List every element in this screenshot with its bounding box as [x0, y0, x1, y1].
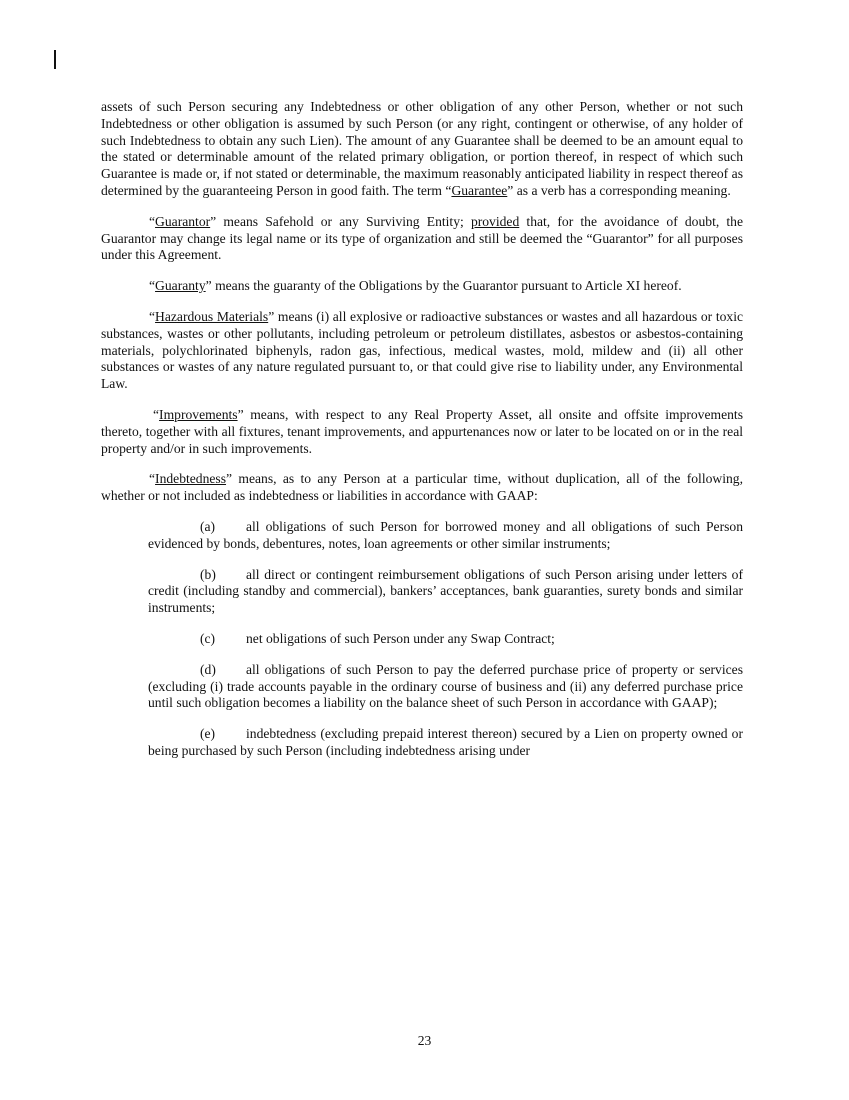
clause-text: all direct or contingent reimbursement obligations of such Person arising under letters of credit (including standby and commercial), bankers’ acceptances, bank guaranties, surety bonds and similar instruments; [148, 566, 743, 616]
clause-a [148, 519, 743, 553]
clause-c [148, 631, 743, 648]
clause-text: indebtedness (excluding prepaid interest thereon) secured by a Lien on property owned or being purchased by such Person (including indebtedness arising under [148, 726, 743, 758]
defined-term: Hazardous Materials [155, 308, 269, 324]
emphasis-provided: provided [470, 213, 520, 229]
clause-label: (e) [200, 726, 216, 742]
clause-text: all obligations of such Person to pay the deferred purchase price of property or services (excluding (i) trade accounts payable in the ordinary course of business and (ii) any deferred purchase price until such obligation becomes a liability on the balance sheet of such Person in accordance with GAAP); [148, 661, 743, 711]
defined-term: Guaranty [155, 278, 206, 294]
paragraph-indebtedness-definition: “Indebtedness” means, as to any Person at a particular time, without duplication, all of the following, whether or not included as indebtedness or liabilities in accordance with GAAP: [101, 471, 743, 504]
paragraph-guarantee-continued: assets of such Person securing any Indebtedness or other obligation of any other Person, whether or not such Indebtedness or other obligation is assumed by such Person (or any right, contingent or otherwise, of any holder of such Indebtedness to obtain any such Lien). The amount of any Guarantee shall be deemed to be an amount equal to the stated or determinable amount of the related primary obligation, or portion thereof, in respect of which such Guarantee is made or, if not stated or determinable, the maximum reasonably anticipated liability in respect thereof as determined by the guaranteeing Person in good faith. The term “Guarantee” as a verb has a corresponding meaning. [101, 99, 743, 198]
clause-b [148, 567, 743, 617]
defined-term: Guarantor [155, 213, 211, 229]
clause-text: net obligations of such Person under any Swap Contract; [246, 630, 555, 646]
clause-text: all obligations of such Person for borrowed money and all obligations of such Person evidenced by bonds, debentures, notes, loan agreements or other similar instruments; [148, 518, 743, 551]
revision-change-bar [54, 50, 56, 69]
page-body [101, 99, 743, 774]
defined-term: Guarantee [451, 182, 508, 198]
clause-label: (a) [200, 518, 216, 534]
clause-label: (d) [200, 661, 216, 677]
clause-d [148, 662, 743, 712]
clause-label: (b) [200, 566, 216, 582]
paragraph-guaranty-definition: “Guaranty” means the guaranty of the Obligations by the Guarantor pursuant to Article XI hereof. [149, 278, 682, 294]
defined-term: Improvements [159, 406, 238, 422]
paragraph-improvements-definition: “Improvements” means, with respect to any Real Property Asset, all onsite and offsite improvements thereto, together with all fixtures, tenant improvements, and appurtenances now or later to be located on or in the real property and/or in such improvements. [101, 406, 743, 456]
page-number: 23 [417, 1033, 432, 1048]
paragraph-hazardous-materials-definition: “Hazardous Materials” means (i) all explosive or radioactive substances or wastes and all hazardous or toxic substances, wastes or other pollutants, including petroleum or petroleum distillates, asbestos or asbestos-containing materials, polychlorinated biphenyls, radon gas, infectious, medical wastes, mold, mildew and (ii) all other substances or wastes of any nature regulated pursuant to, or that could give rise to liability under, any Environmental Law. [101, 308, 744, 392]
clause-e [148, 726, 743, 760]
defined-term: Indebtedness [155, 471, 227, 487]
paragraph-guarantor-definition: “Guarantor” means Safehold or any Surviving Entity; provided that, for the avoidance of doubt, the Guarantor may change its legal name or its type of organization and still be deemed the “Guarantor” for all purposes under this Agreement. [101, 213, 744, 263]
clause-label: (c) [200, 630, 216, 646]
